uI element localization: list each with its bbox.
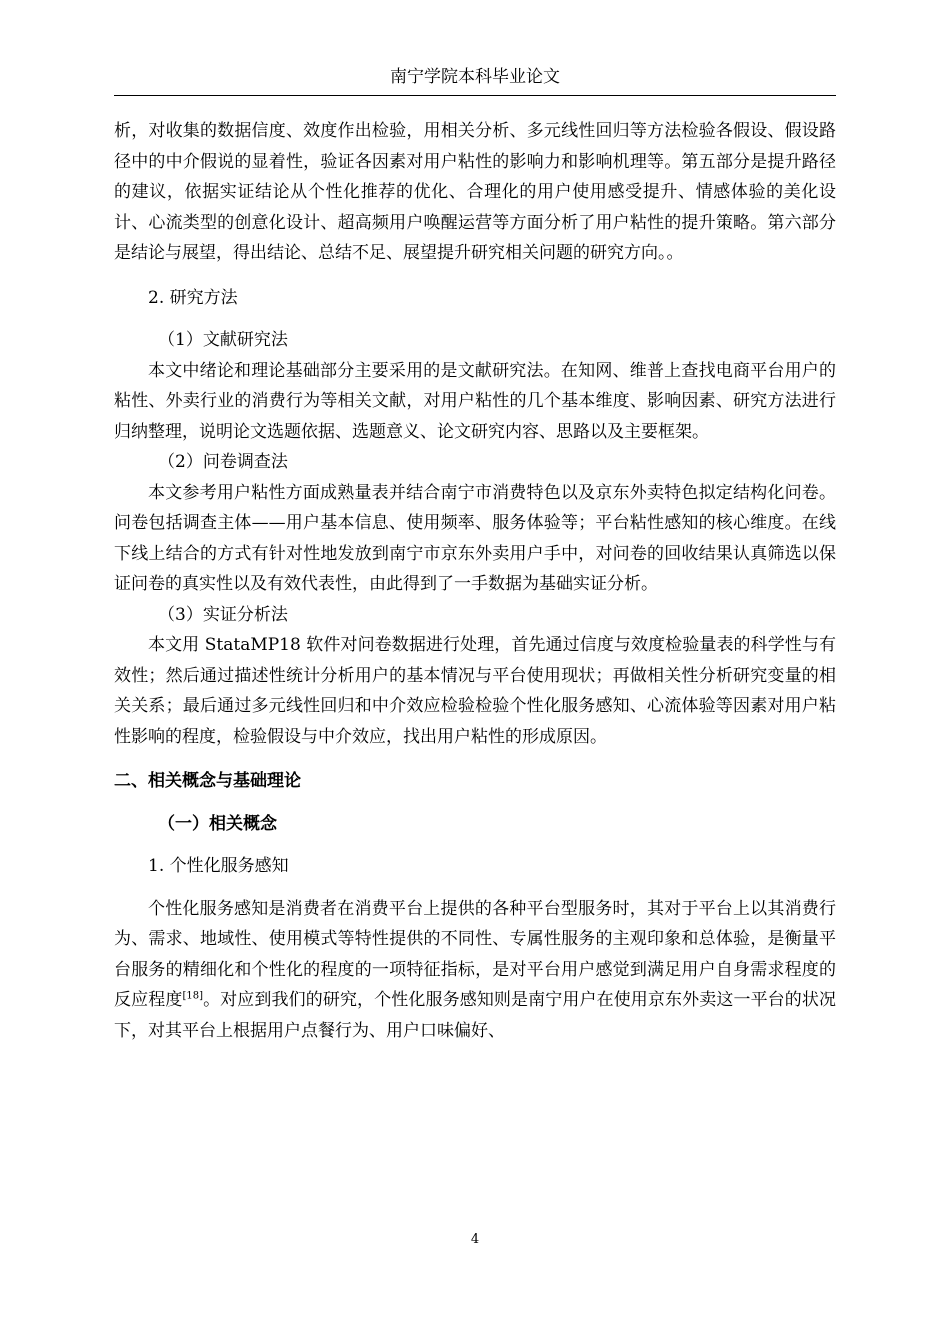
document-body	[114, 116, 836, 1046]
paragraph-text-part-b: 。对应到我们的研究，个性化服务感知则是南宁用户在使用京东外卖这一平台的状况下，对其平台上根据用户点餐行为、用户口味偏好、	[114, 990, 836, 1041]
paragraph-empirical-method: 本文用 StataMP18 软件对问卷数据进行处理，首先通过信度与效度检验量表的科学性与有效性；然后通过描述性统计分析用户的基本情况与平台使用现状；再做相关性分析研究变量的相关关系；最后通过多元线性回归和中介效应检验检验个性化服务感知、心流体验等因素对用户粘性影响的程度，检验假设与中介效应，找出用户粘性的形成原因。	[114, 635, 836, 747]
header-rule	[114, 95, 836, 96]
paragraph-text-part-a: 个性化服务感知是消费者在消费平台上提供的各种平台型服务时，其对于平台上以其消费行为、需求、地域性、使用模式等特性提供的不同性、专属性服务的主观印象和总体验，是衡量平台服务的精细化和个性化的程度的一项特征指标，是对平台用户感觉到满足用户自身需求程度的反应程度	[114, 898, 836, 1010]
section-heading-research-methods: 2. 研究方法	[148, 287, 238, 308]
paragraph-literature-method: 本文中绪论和理论基础部分主要采用的是文献研究法。在知网、维普上查找电商平台用户的粘性、外卖行业的消费行为等相关文献，对用户粘性的几个基本维度、影响因素、研究方法进行归纳整理，说明论文选题依据、选题意义、论文研究内容、思路以及主要框架。	[114, 360, 836, 442]
subheading-literature-method: （1）文献研究法	[158, 330, 288, 350]
paragraph-survey-method: 本文参考用户粘性方面成熟量表并结合南宁市消费特色以及京东外卖特色拟定结构化问卷。问卷包括调查主体——用户基本信息、使用频率、服务体验等；平台粘性感知的核心维度。在线下线上结合的方式有针对性地发放到南宁市京东外卖用户手中，对问卷的回收结果认真筛选以保证问卷的真实性以及有效代表性，由此得到了一手数据为基础实证分析。	[114, 482, 836, 594]
page-number: 4	[470, 1232, 480, 1247]
subheading-personalized-service: 1. 个性化服务感知	[148, 856, 289, 876]
section-heading-related-concepts: （一）相关概念	[158, 813, 277, 834]
subheading-empirical-method: （3）实证分析法	[158, 604, 288, 625]
running-header: 南宁学院本科毕业论文	[390, 67, 560, 87]
subheading-survey-method: （2）问卷调查法	[158, 452, 288, 472]
chapter-heading-concepts-theory: 二、相关概念与基础理论	[114, 771, 301, 791]
paragraph-structure-continued: 析，对收集的数据信度、效度作出检验，用相关分析、多元线性回归等方法检验各假设、假设路径中的中介假说的显着性，验证各因素对用户粘性的影响力和影响机理等。第五部分是提升路径的建议，依据实证结论从个性化推荐的优化、合理化的用户使用感受提升、情感体验的美化设计、心流类型的创意化设计、超高频用户唤醒运营等方面分析了用户粘性的提升策略。第六部分是结论与展望，得出结论、总结不足、展望提升研究相关问题的研究方向。。	[114, 121, 836, 263]
paragraph-personalized-service	[114, 894, 836, 1047]
citation-reference: [18]	[182, 990, 203, 1002]
